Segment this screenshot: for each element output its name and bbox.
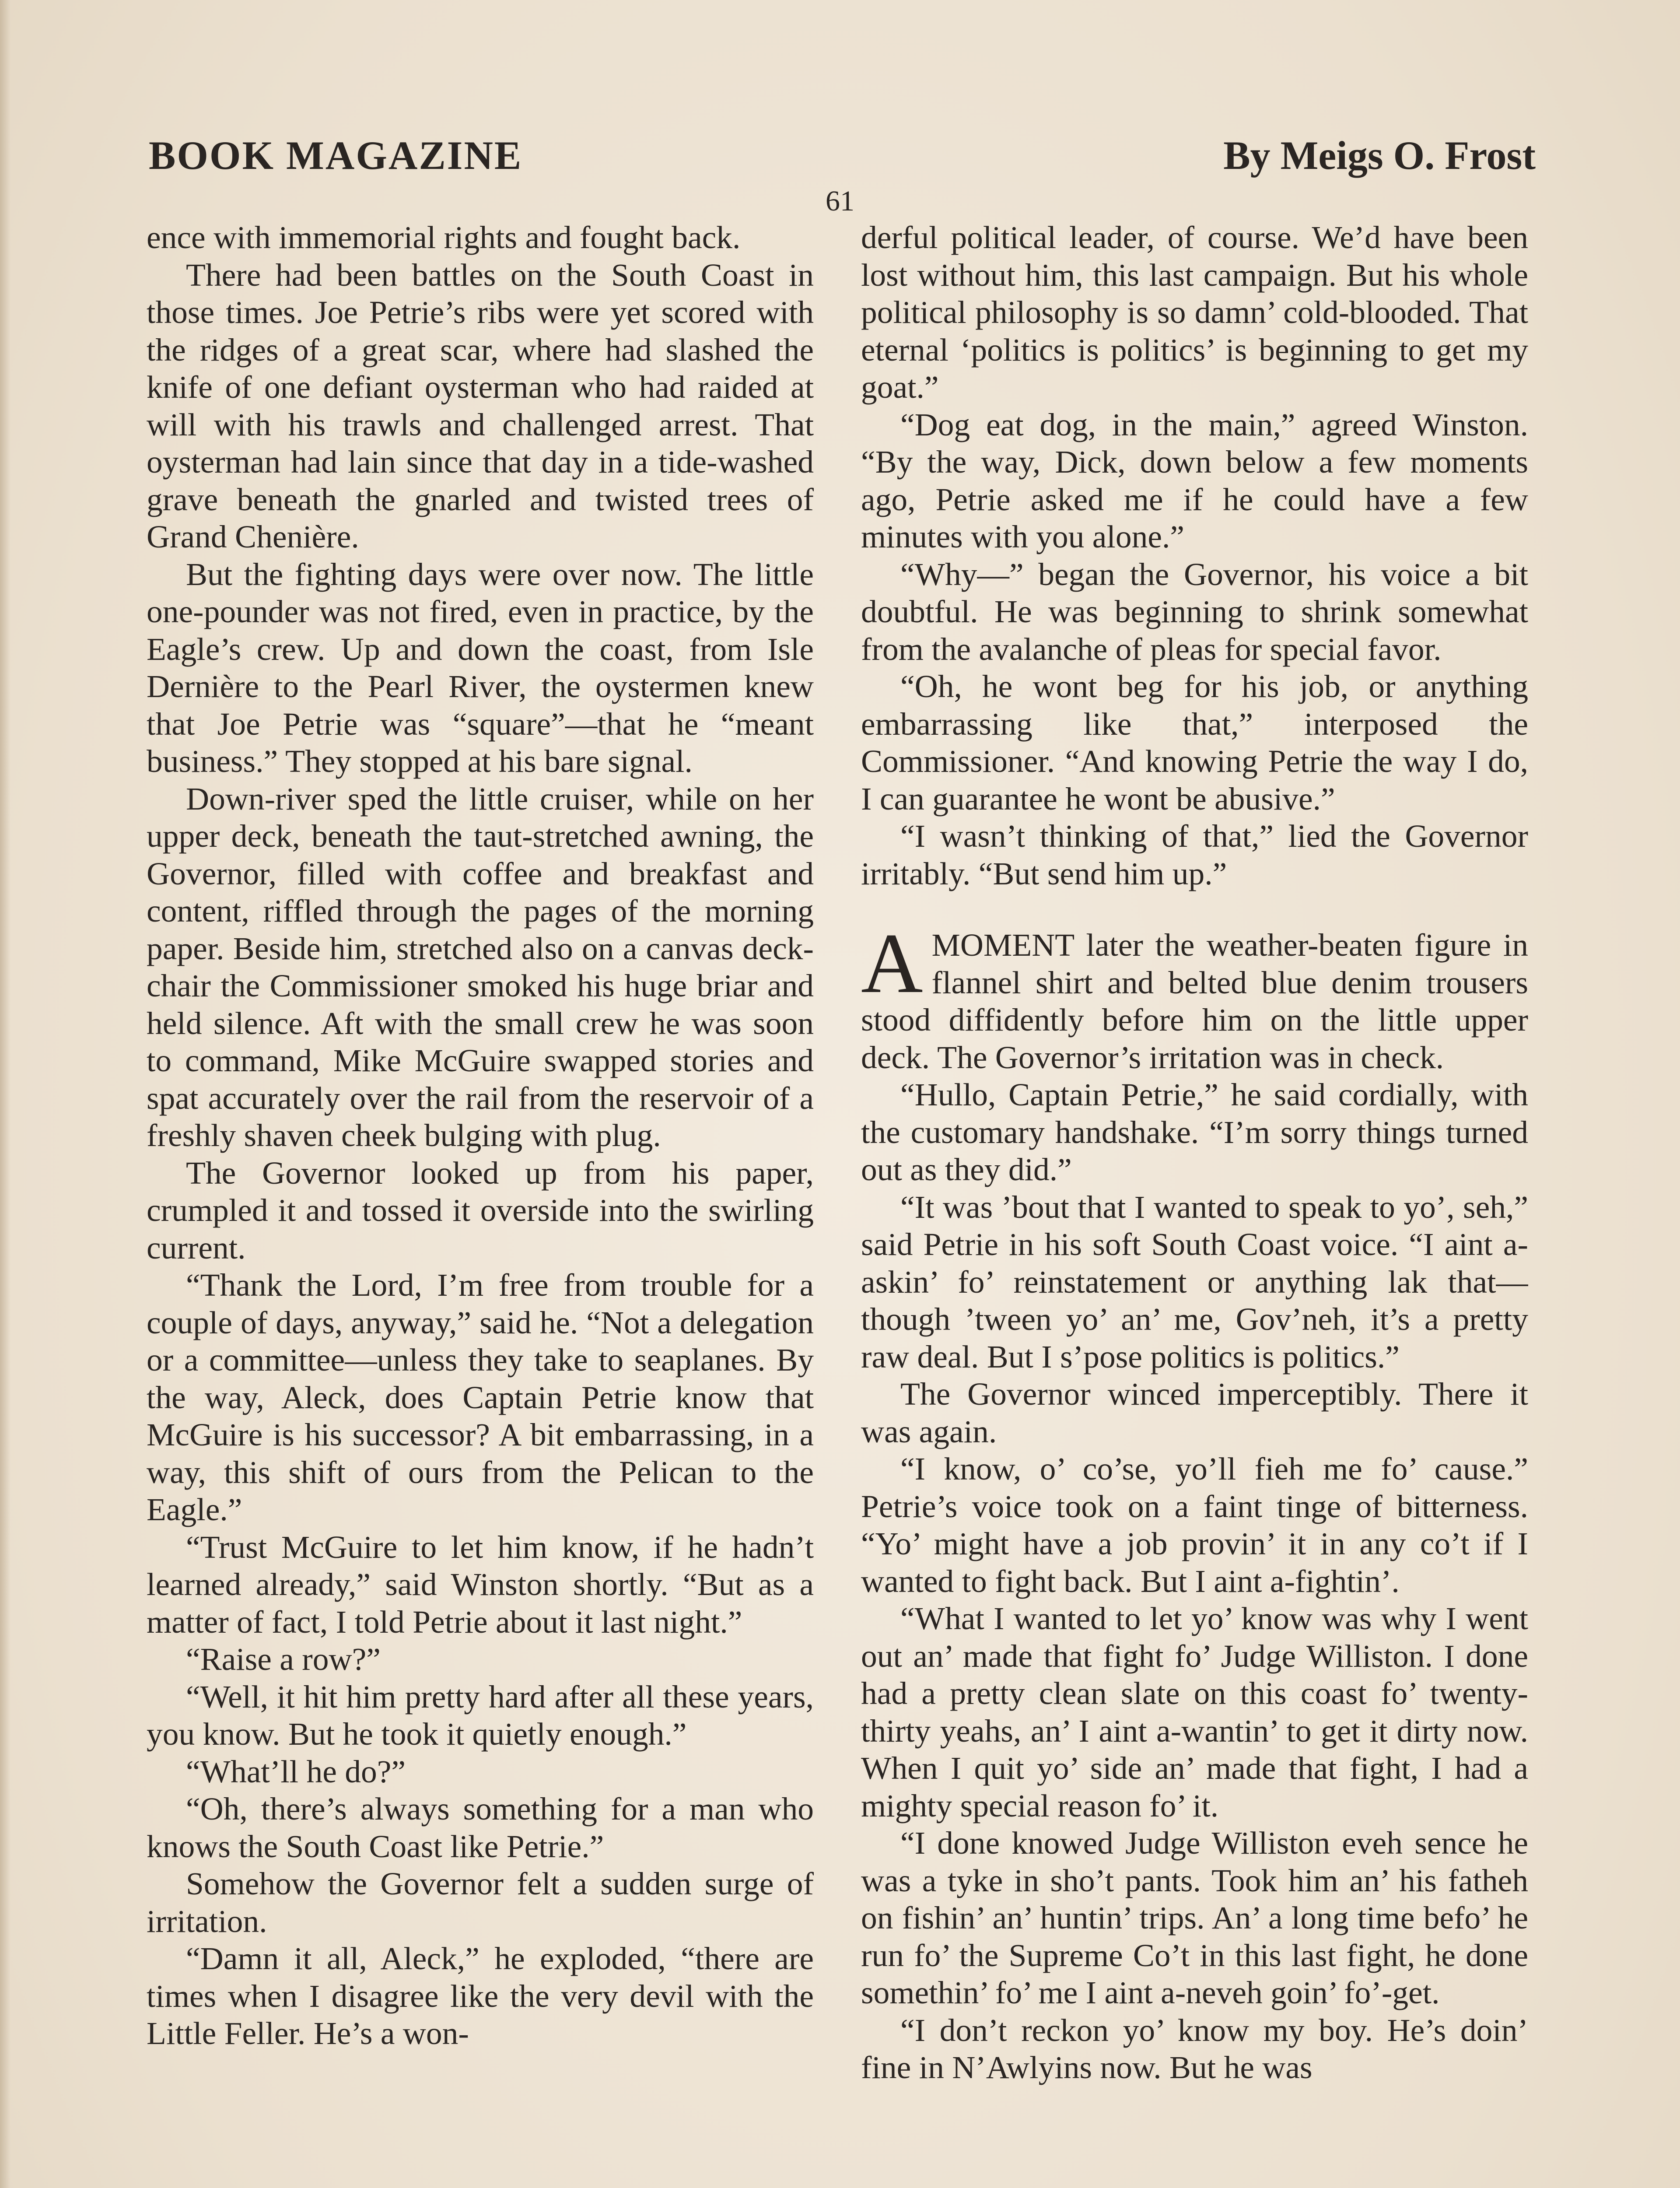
paragraph: But the fighting days were over now. The little one-pounder was not fired, even in practice, by the Eagle’s crew. Up and down the coast, from Isle Dernière to the Pearl River, the oystermen knew that Joe Petrie was “square”—that he “meant business.” They stopped at his bare signal. xyxy=(147,556,814,779)
paragraph: The Governor looked up from his paper, crumpled it and tossed it overside into the swirling current. xyxy=(147,1155,814,1266)
paragraph: “Damn it all, Aleck,” he exploded, “there are times when I disagree like the very devil with the Little Feller. He’s a won- xyxy=(147,1941,814,2051)
paragraph: There had been battles on the South Coast in those times. Joe Petrie’s ribs were yet scored with the ridges of a great scar, where had slashed the knife of one defiant oysterman who had raided at will with his trawls and challenged arrest. That oysterman had lain since that day in a tide-washed grave beneath the gnarled and twisted trees of Grand Chenière. xyxy=(147,257,814,554)
paragraph: “Hullo, Captain Petrie,” he said cordially, with the customary handshake. “I’m sorry things turned out as they did.” xyxy=(861,1077,1528,1187)
paragraph: “What I wanted to let yo’ know was why I went out an’ made that fight fo’ Judge Williston. I done had a pretty clean slate on this coast fo’ twenty-thirty yeahs, an’ I aint a-wantin’ to get it dirty now. When I quit yo’ side an’ made that fight, I had a mighty special reason fo’ it. xyxy=(861,1601,1528,1823)
right-text-column xyxy=(861,219,1528,2188)
paragraph: “Trust McGuire to let him know, if he hadn’t learned already,” said Winston shortly. “But as a matter of fact, I told Petrie about it last night.” xyxy=(147,1529,814,1640)
paragraph: “Thank the Lord, I’m free from trouble for a couple of days, anyway,” said he. “Not a delegation or a committee—unless they take to seaplanes. By the way, Aleck, does Captain Petrie know that McGuire is his successor? A bit embarrassing, in a way, this shift of ours from the Pelican to the Eagle.” xyxy=(147,1267,814,1527)
paragraph: “Dog eat dog, in the main,” agreed Winston. “By the way, Dick, down below a few moments ago, Petrie asked me if he could have a few minutes with you alone.” xyxy=(861,407,1528,554)
paragraph: “Raise a row?” xyxy=(186,1641,381,1677)
left-text-column xyxy=(147,219,814,2188)
paragraph: “I wasn’t thinking of that,” lied the Governor irritably. “But send him up.” xyxy=(861,818,1528,891)
byline: By Meigs O. Frost xyxy=(1223,133,1536,178)
paragraph-text: MOMENT later the weather-beaten figure in flannel shirt and belted blue denim trousers stood diffidently before him on the little upper deck. The Governor’s irritation was in check. xyxy=(861,927,1528,1075)
paragraph: Down-river sped the little cruiser, while on her upper deck, beneath the taut-stretched awning, the Governor, filled with coffee and breakfast and content, riffled through the pages of the morning paper. Beside him, stretched also on a canvas deck-chair the Commissioner smoked his huge briar and held silence. Aft with the small crew he was soon to command, Mike McGuire swapped stories and spat accurately over the rail from the reservoir of a freshly shaven cheek bulging with plug. xyxy=(147,781,814,1153)
paragraph: “Oh, there’s always something for a man who knows the South Coast like Petrie.” xyxy=(147,1791,814,1864)
paragraph: “What’ll he do?” xyxy=(186,1753,406,1789)
drop-cap: A xyxy=(861,916,923,1011)
paragraph: “Why—” began the Governor, his voice a bit doubtful. He was beginning to shrink somewhat from the avalanche of pleas for special favor. xyxy=(861,556,1528,667)
paragraph xyxy=(861,916,1528,1076)
paragraph: “I know, o’ co’se, yo’ll fieh me fo’ cause.” Petrie’s voice took on a faint tinge of bitterness. “Yo’ might have a job provin’ it in any co’t if I wanted to fight back. But I aint a-fightin’. xyxy=(861,1451,1528,1599)
paragraph: “It was ’bout that I wanted to speak to yo’, seh,” said Petrie in his soft South Coast voice. “I aint a-askin’ fo’ reinstatement or anything lak that—though ’tween yo’ an’ me, Gov’neh, it’s a pretty raw deal. But I s’pose politics is politics.” xyxy=(861,1189,1528,1375)
page-gutter-shadow xyxy=(0,0,10,2188)
paragraph: The Governor winced imperceptibly. There it was again. xyxy=(861,1376,1528,1449)
paragraph: derful political leader, of course. We’d have been lost without him, this last campaign. But his whole political philosophy is so damn’ cold-blooded. That eternal ‘politics is politics’ is beginning to get my goat.” xyxy=(861,220,1528,405)
paragraph: ence with immemorial rights and fought back. xyxy=(147,220,741,255)
paragraph: “I done knowed Judge Williston eveh sence he was a tyke in sho’t pants. Took him an’ his fatheh on fishin’ an’ huntin’ trips. An’ a long time befo’ he run fo’ the Supreme Co’t in this last fight, he done somethin’ fo’ me I aint a-neveh goin’ fo’-get. xyxy=(861,1825,1528,2010)
paragraph: “Oh, he wont beg for his job, or anything embarrassing like that,” interposed the Commissioner. “And knowing Petrie the way I do, I can guarantee he wont be abusive.” xyxy=(861,669,1528,817)
paragraph: Somehow the Governor felt a sudden surge of irritation. xyxy=(147,1866,814,1939)
paragraph: “Well, it hit him pretty hard after all these years, you know. But he took it quietly enough.” xyxy=(147,1679,814,1752)
publication-title: BOOK MAGAZINE xyxy=(149,133,523,178)
running-head xyxy=(149,127,1536,184)
paragraph: “I don’t reckon yo’ know my boy. He’s doin’ fine in N’Awlyins now. But he was xyxy=(861,2012,1528,2085)
page-number: 61 xyxy=(826,185,854,217)
